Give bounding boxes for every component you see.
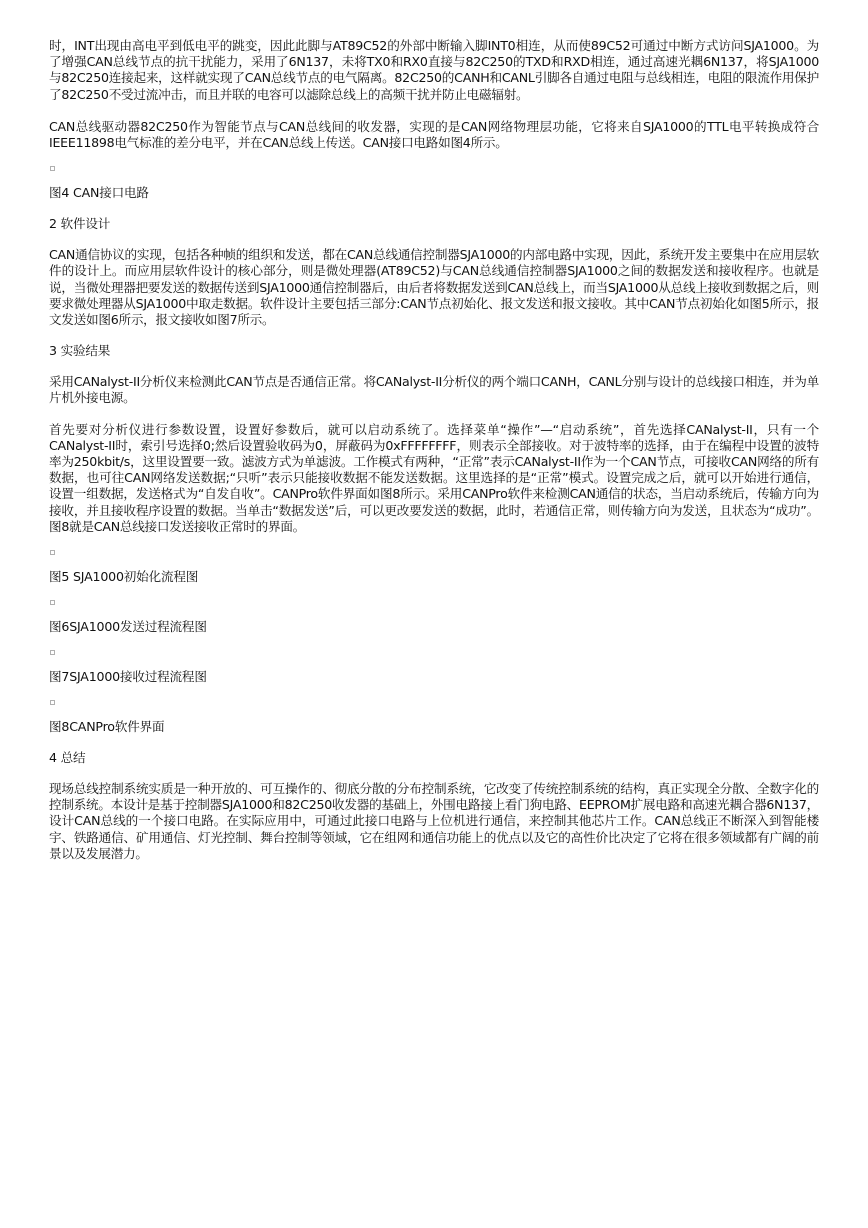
paragraph-can-isolation: 时，INT出现由高电平到低电平的跳变，因此此脚与AT89C52的外部中断输入脚INT0相连，从而使89C52可通过中断方式访问SJA1000。为了增强CAN总线节点的抗干扰能力，采用了6N137，未将TX0和RX0直接与82C250的TXD和RXD相连，通过高速光耦6N137，将SJA1000与82C250连接起来，这样就实现了CAN总线节点的电气隔离。82C250的CANH和CANL引脚各自通过电阻与总线相连，电阻的限流作用保护了82C250不受过流冲击，而且并联的电容可以滤除总线上的高频干扰并防止电磁辐射。: [49, 38, 819, 102]
paragraph-summary: 现场总线控制系统实质是一种开放的、可互操作的、彻底分散的分布控制系统，它改变了传统控制系统的结构，真正实现全分散、全数字化的控制系统。本设计是基于控制器SJA1000和82C250收发器的基础上，外围电路接上看门狗电路、EEPROM扩展电路和高速光耦合器6N137，设计CAN总线的一个接口电路。在实际应用中，可通过此接口电路与上位机进行通信，来控制其他芯片工作。CAN总线正不断深入到智能楼宇、铁路通信、矿用通信、灯光控制、舞台控制等领域，它在组网和通信功能上的优点以及它的高性价比决定了它将在很多领域都有广阔的前景以及发展潜力。: [49, 781, 819, 861]
section-heading-software-design: 2 软件设计: [49, 216, 111, 232]
figure-8-caption: 图8CANPro软件界面: [49, 719, 165, 735]
paragraph-analyzer-setup: 采用CANalyst-II分析仪来检测此CAN节点是否通信正常。将CANalyst-II分析仪的两个端口CANH，CANL分别与设计的总线接口相连，并为单片机外接电源。: [49, 374, 819, 406]
section-heading-summary: 4 总结: [49, 750, 86, 766]
figure-6-caption: 图6SJA1000发送过程流程图: [49, 619, 207, 635]
section-heading-experiment-results: 3 实验结果: [49, 343, 111, 359]
paragraph-can-transceiver: CAN总线驱动器82C250作为智能节点与CAN总线间的收发器，实现的是CAN网络物理层功能，它将来自SJA1000的TTL电平转换成符合IEEE11898电气标准的差分电平，并在CAN总线上传送。CAN接口电路如图4所示。: [49, 118, 819, 151]
document-body: [49, 38, 819, 862]
figure-7-caption: 图7SJA1000接收过程流程图: [49, 669, 207, 685]
paragraph-analyzer-parameters: 首先要对分析仪进行参数设置，设置好参数后，就可以启动系统了。选择菜单“操作”—“启动系统”，首先选择CANalyst-II，只有一个CANalyst-II时，索引号选择0;然后设置验收码为0，屏蔽码为0xFFFFFFFF，则表示全部接收。对于波特率的选择，由于在编程中设置的波特率为250kbit/s，这里设置要一致。滤波方式为单滤波。工作模式有两种，“正常”表示CANalyst-II作为一个CAN节点，可接收CAN网络的所有数据，也可往CAN网络发送数据;“只听”表示只能接收数据不能发送数据。这里选择的是“正常”模式。设置完成之后，就可以开始进行通信，设置一组数据，发送格式为“自发自收”。CANPro软件界面如图8所示。采用CANPro软件来检测CAN通信的状态，当启动系统后，传输方向为接收，并且接收程序设置的数据。当单击“数据发送”后，可以更改要发送的数据，此时，若通信正常，则传输方向为发送，且状态为“成功”。图8就是CAN总线接口发送接收正常时的界面。: [49, 421, 819, 534]
paragraph-software-design: CAN通信协议的实现，包括各种帧的组织和发送，都在CAN总线通信控制器SJA1000的内部电路中实现，因此，系统开发主要集中在应用层软件的设计上。而应用层软件设计的核心部分，则是微处理器(AT89C52)与CAN总线通信控制器SJA1000之间的数据发送和接收程序。也就是说，当微处理器把要发送的数据传送到SJA1000通信控制器后，由后者将数据发送到CAN总线上，而当SJA1000从总线上接收到数据之后，则要求微处理器从SJA1000中取走数据。软件设计主要包括三部分:CAN节点初始化、报文发送和报文接收。其中CAN节点初始化如图5所示，报文发送如图6所示，报文接收如图7所示。: [49, 247, 819, 328]
figure-5-caption: 图5 SJA1000初始化流程图: [49, 569, 199, 585]
figure-4-caption: 图4 CAN接口电路: [49, 185, 149, 201]
